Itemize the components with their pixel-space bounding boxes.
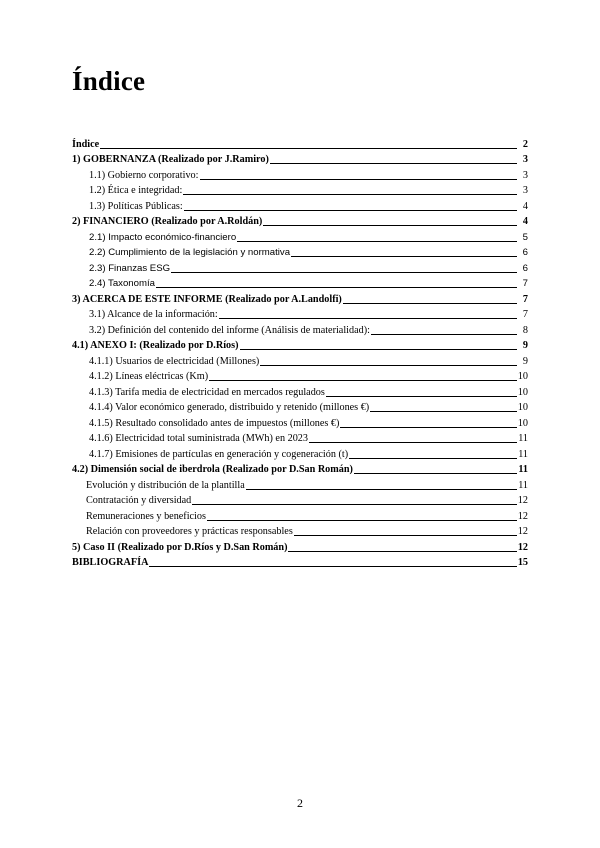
toc-entry[interactable] — [72, 275, 528, 291]
toc-entry[interactable] — [72, 321, 528, 337]
toc-leader-line — [171, 271, 517, 273]
toc-leader-line — [326, 395, 517, 397]
toc-entry[interactable] — [72, 476, 528, 492]
toc-entry[interactable] — [72, 523, 528, 539]
toc-leader-line — [371, 333, 517, 335]
toc-entry-page: 3 — [522, 154, 528, 165]
toc-entry-page: 12 — [517, 495, 528, 506]
toc-entry[interactable] — [72, 259, 528, 275]
toc-leader-line — [309, 441, 517, 443]
toc-entry[interactable] — [72, 151, 528, 167]
toc-entry-page: 10 — [517, 402, 528, 413]
toc-entry-page: 4 — [522, 200, 528, 212]
toc-entry[interactable] — [72, 538, 528, 554]
toc-entry-page: 10 — [517, 371, 528, 382]
toc-entry-label: BIBLIOGRAFÍA — [72, 557, 149, 568]
page-title: Índice — [72, 66, 146, 96]
toc-entry-label: 2) FINANCIERO (Realizado por A.Roldán) — [72, 216, 263, 227]
toc-entry-page: 10 — [517, 417, 528, 429]
toc-entry-page: 7 — [522, 278, 528, 289]
toc-entry[interactable] — [72, 399, 528, 415]
toc-leader-line — [240, 348, 518, 350]
toc-entry-label: 4.1.2) Líneas eléctricas (Km) — [89, 371, 209, 382]
toc-entry-label: 1.1) Gobierno corporativo: — [89, 169, 199, 181]
toc-leader-line — [349, 457, 517, 459]
toc-leader-line — [237, 240, 517, 242]
toc-entry-page: 12 — [517, 510, 528, 522]
toc-entry-page: 11 — [518, 464, 528, 475]
toc-entry-label: 3.2) Definición del contenido del informe (Análisis de materialidad): — [89, 324, 370, 336]
toc-leader-line — [184, 209, 517, 211]
toc-entry-label: 4.1.3) Tarifa media de electricidad en mercados regulados — [89, 386, 325, 398]
toc-entry[interactable] — [72, 228, 528, 244]
toc-entry[interactable] — [72, 430, 528, 446]
toc-entry-page: 11 — [518, 433, 528, 444]
toc-entry-page: 2 — [522, 138, 528, 150]
toc-entry[interactable] — [72, 306, 528, 322]
toc-entry-page: 15 — [517, 557, 528, 568]
toc-leader-line — [291, 255, 517, 257]
toc-entry[interactable] — [72, 507, 528, 523]
toc-entry[interactable] — [72, 337, 528, 353]
toc-entry[interactable] — [72, 461, 528, 477]
toc-leader-line — [100, 147, 517, 149]
toc-entry-label: 2.3) Finanzas ESG — [89, 262, 171, 274]
toc-entry-page: 7 — [522, 293, 528, 305]
toc-entry-page: 6 — [522, 262, 528, 274]
toc-leader-line — [370, 410, 517, 412]
toc-entry-label: 2.1) Impacto económico-financiero — [89, 231, 237, 243]
toc-entry-label: 2.2) Cumplimiento de la legislación y normativa — [89, 247, 291, 258]
toc-entry-page: 11 — [518, 448, 528, 460]
toc-entry-page: 12 — [517, 541, 528, 553]
toc-leader-line — [343, 302, 517, 304]
toc-entry-page: 8 — [522, 324, 528, 336]
toc-entry-page: 10 — [517, 386, 528, 398]
toc-entry-label: 1.3) Políticas Públicas: — [89, 200, 183, 212]
toc-leader-line — [219, 317, 517, 319]
toc-entry-label: 2.4) Taxonomía — [89, 278, 155, 289]
toc-entry-page: 6 — [522, 247, 528, 258]
toc-leader-line — [354, 472, 517, 474]
toc-entry-label: Relación con proveedores y prácticas responsables — [86, 526, 293, 537]
toc-leader-line — [270, 162, 517, 164]
toc-entry-label: Evolución y distribución de la plantilla — [86, 479, 245, 491]
toc-entry-page: 3 — [522, 185, 528, 196]
toc-entry[interactable] — [72, 368, 528, 384]
toc-entry-label: 1) GOBERNANZA (Realizado por J.Ramiro) — [72, 154, 269, 165]
toc-leader-line — [340, 426, 516, 428]
toc-entry-label: 3) ACERCA DE ESTE INFORME (Realizado por A.Landolfi) — [72, 293, 342, 305]
toc-entry-label: Remuneraciones y beneficios — [86, 510, 206, 522]
toc-entry-label: 5) Caso II (Realizado por D.Ríos y D.San Román) — [72, 541, 288, 553]
toc-entry-page: 12 — [517, 526, 528, 537]
toc-leader-line — [183, 193, 517, 195]
toc-entry-label: 4.1.1) Usuarios de electricidad (Millones) — [89, 355, 260, 367]
toc-entry-label: 4.1.5) Resultado consolidado antes de impuestos (millones €) — [89, 417, 340, 429]
toc-entry-label: Índice — [72, 138, 100, 150]
toc-leader-line — [263, 224, 517, 226]
toc-entry-label: 4.1.7) Emisiones de partículas en generación y cogeneración (t) — [89, 448, 349, 460]
toc-entry-page: 7 — [522, 309, 528, 320]
toc-entry[interactable] — [72, 352, 528, 368]
table-of-contents — [72, 135, 528, 569]
toc-entry[interactable] — [72, 554, 528, 570]
toc-entry-page: 11 — [518, 479, 528, 491]
page-number: 2 — [297, 796, 303, 810]
toc-entry[interactable] — [72, 383, 528, 399]
toc-leader-line — [207, 519, 517, 521]
toc-entry-page: 4 — [522, 216, 528, 227]
toc-entry[interactable] — [72, 182, 528, 198]
toc-entry-page: 5 — [522, 231, 528, 243]
toc-entry[interactable] — [72, 135, 528, 151]
toc-leader-line — [288, 550, 516, 552]
toc-leader-line — [149, 565, 516, 567]
toc-entry-label: 1.2) Ética e integridad: — [89, 185, 183, 196]
toc-entry[interactable] — [72, 166, 528, 182]
toc-leader-line — [260, 364, 517, 366]
toc-entry[interactable] — [72, 197, 528, 213]
toc-entry-label: 4.1) ANEXO I: (Realizado por D.Ríos) — [72, 340, 239, 351]
toc-leader-line — [200, 178, 518, 180]
toc-entry-label: Contratación y diversidad — [86, 495, 192, 506]
toc-entry[interactable] — [72, 244, 528, 260]
toc-entry-page: 3 — [522, 169, 528, 181]
toc-entry-page: 9 — [522, 355, 528, 367]
toc-leader-line — [246, 488, 517, 490]
toc-leader-line — [209, 379, 517, 381]
toc-entry[interactable] — [72, 445, 528, 461]
toc-leader-line — [156, 286, 517, 288]
toc-entry-page: 9 — [522, 340, 528, 351]
toc-entry[interactable] — [72, 414, 528, 430]
toc-entry-label: 4.1.6) Electricidad total suministrada (MWh) en 2023 — [89, 433, 308, 444]
toc-entry[interactable] — [72, 492, 528, 508]
toc-entry[interactable] — [72, 213, 528, 229]
toc-leader-line — [192, 503, 517, 505]
toc-entry-label: 4.1.4) Valor económico generado, distribuido y retenido (millones €) — [89, 402, 370, 413]
toc-entry[interactable] — [72, 290, 528, 306]
toc-entry-label: 3.1) Alcance de la información: — [89, 309, 218, 320]
toc-leader-line — [294, 534, 517, 536]
toc-entry-label: 4.2) Dimensión social de iberdrola (Realizado por D.San Román) — [72, 464, 353, 475]
